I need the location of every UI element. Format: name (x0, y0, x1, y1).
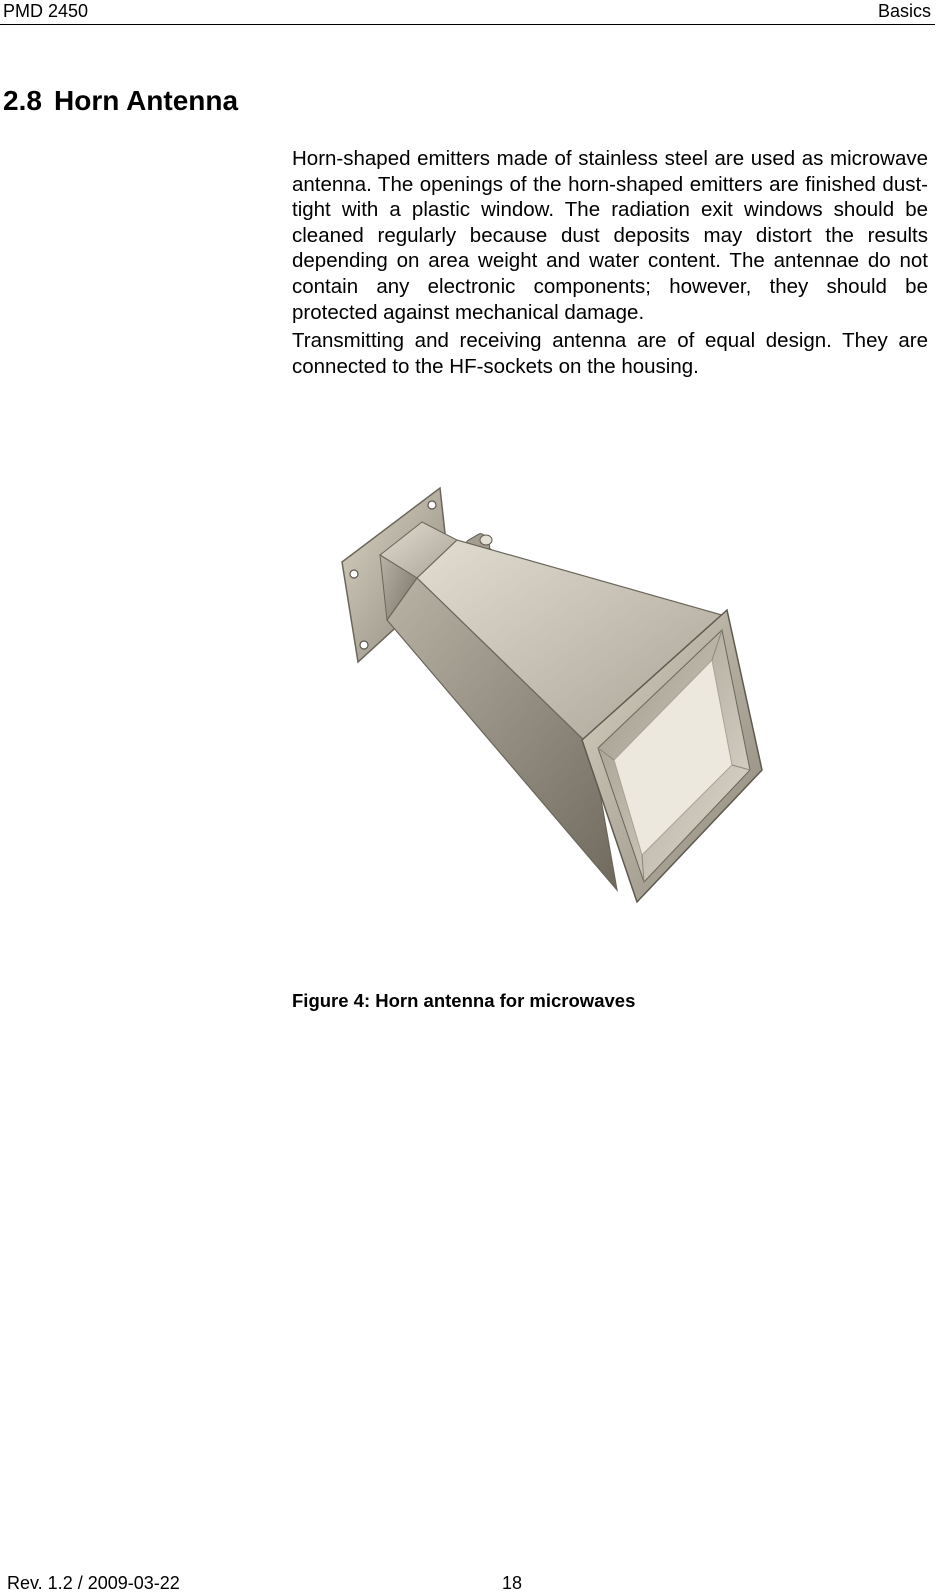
horn-antenna-image (292, 470, 935, 940)
body-paragraph-1: Horn-shaped emitters made of stainless steel are used as microwave antenna. The openings of the horn-shaped emitters are finished dust-tight with a plastic window. The radiation exit windows should be cleaned regularly because dust deposits may distort the results depending on area weight and water content. The antennae do not contain any electronic components; however, they should be protected against mechanical damage. (292, 147, 928, 324)
section-heading (3, 84, 238, 118)
section-title: Horn Antenna (54, 85, 239, 116)
header-chapter-title: Basics (877, 1, 931, 21)
header-divider (0, 24, 935, 25)
section-number: 2.8 (3, 85, 42, 116)
header-document-title: PMD 2450 (3, 1, 89, 21)
footer-page-number: 18 (502, 1573, 523, 1593)
footer-revision: Rev. 1.2 / 2009-03-22 (7, 1573, 180, 1593)
body-paragraph-2: Transmitting and receiving antenna are of equal design. They are connected to the HF-sockets on the housing. (292, 329, 928, 378)
horn-antenna-figure (292, 470, 935, 940)
figure-caption: Figure 4: Horn antenna for microwaves (292, 990, 636, 1011)
